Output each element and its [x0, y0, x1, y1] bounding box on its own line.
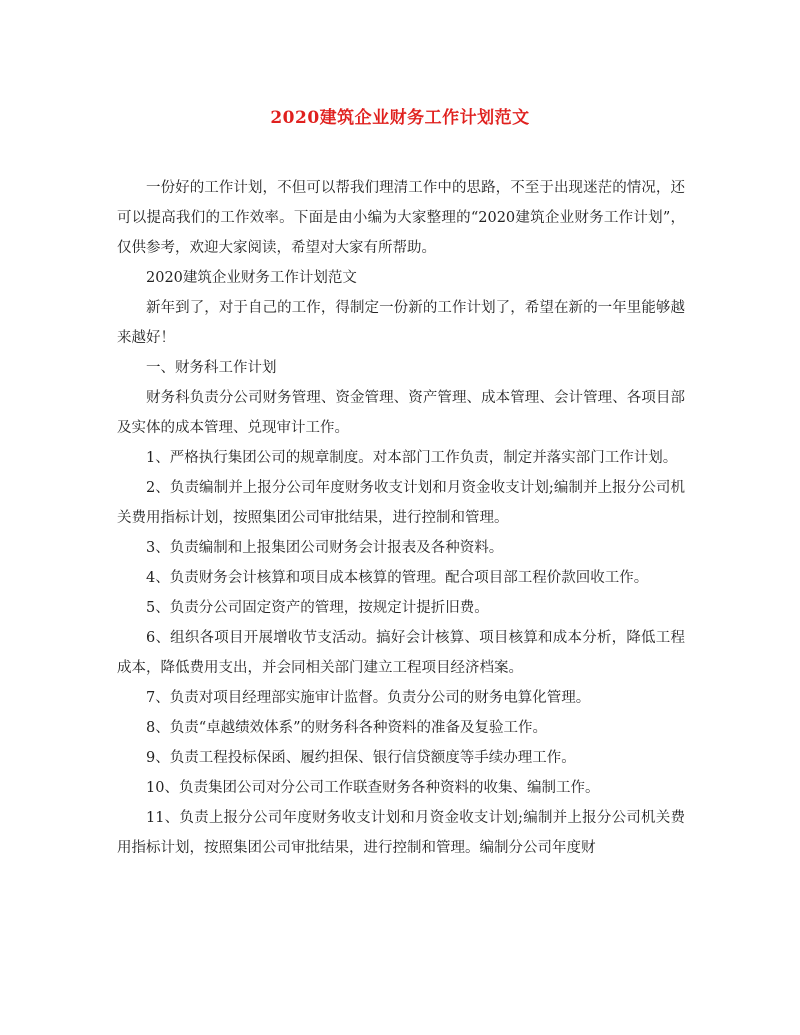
list-item-10: 10、负责集团公司对分公司工作联查财务各种资料的收集、编制工作。	[146, 780, 600, 796]
list-item-2: 2、负责编制并上报分公司年度财务收支计划和月资金收支计划;编制并上报分公司机关费用指标计划，按照集团公司审批结果，进行控制和管理。	[117, 480, 685, 526]
list-item-4: 4、负责财务会计核算和项目成本核算的管理。配合项目部工程价款回收工作。	[146, 570, 649, 586]
section-heading: 一、财务科工作计划	[146, 360, 277, 376]
list-item-7: 7、负责对项目经理部实施审计监督。负责分公司的财务电算化管理。	[146, 690, 591, 706]
list-item-6: 6、组织各项目开展增收节支活动。搞好会计核算、项目核算和成本分析，降低工程成本，降低费用支出，并会同相关部门建立工程项目经济档案。	[117, 630, 685, 676]
list-item-9: 9、负责工程投标保函、履约担保、银行信贷额度等手续办理工作。	[146, 750, 576, 766]
newyear-paragraph: 新年到了，对于自己的工作，得制定一份新的工作计划了，希望在新的一年里能够越来越好！	[117, 300, 685, 346]
list-item-5: 5、负责分公司固定资产的管理，按规定计提折旧费。	[146, 600, 489, 616]
section-summary-paragraph: 财务科负责分公司财务管理、资金管理、资产管理、成本管理、会计管理、各项目部及实体的成本管理、兑现审计工作。	[117, 390, 685, 436]
document-title: 2020建筑企业财务工作计划范文	[270, 108, 530, 128]
list-item-11: 11、负责上报分公司年度财务收支计划和月资金收支计划;编制并上报分公司机关费用指标计划，按照集团公司审批结果，进行控制和管理。编制分公司年度财	[117, 810, 685, 856]
list-item-8: 8、负责“卓越绩效体系”的财务科各种资料的准备及复验工作。	[146, 720, 548, 736]
list-item-3: 3、负责编制和上报集团公司财务会计报表及各种资料。	[146, 540, 504, 556]
subtitle-paragraph: 2020建筑企业财务工作计划范文	[146, 270, 357, 286]
list-item-1: 1、严格执行集团公司的规章制度。对本部门工作负责，制定并落实部门工作计划。	[146, 450, 678, 466]
intro-paragraph: 一份好的工作计划，不但可以帮我们理清工作中的思路，不至于出现迷茫的情况，还可以提高我们的工作效率。下面是由小编为大家整理的“2020建筑企业财务工作计划”，仅供参考，欢迎大家阅读，希望对大家有所帮助。	[117, 180, 685, 256]
document-body	[117, 173, 685, 863]
